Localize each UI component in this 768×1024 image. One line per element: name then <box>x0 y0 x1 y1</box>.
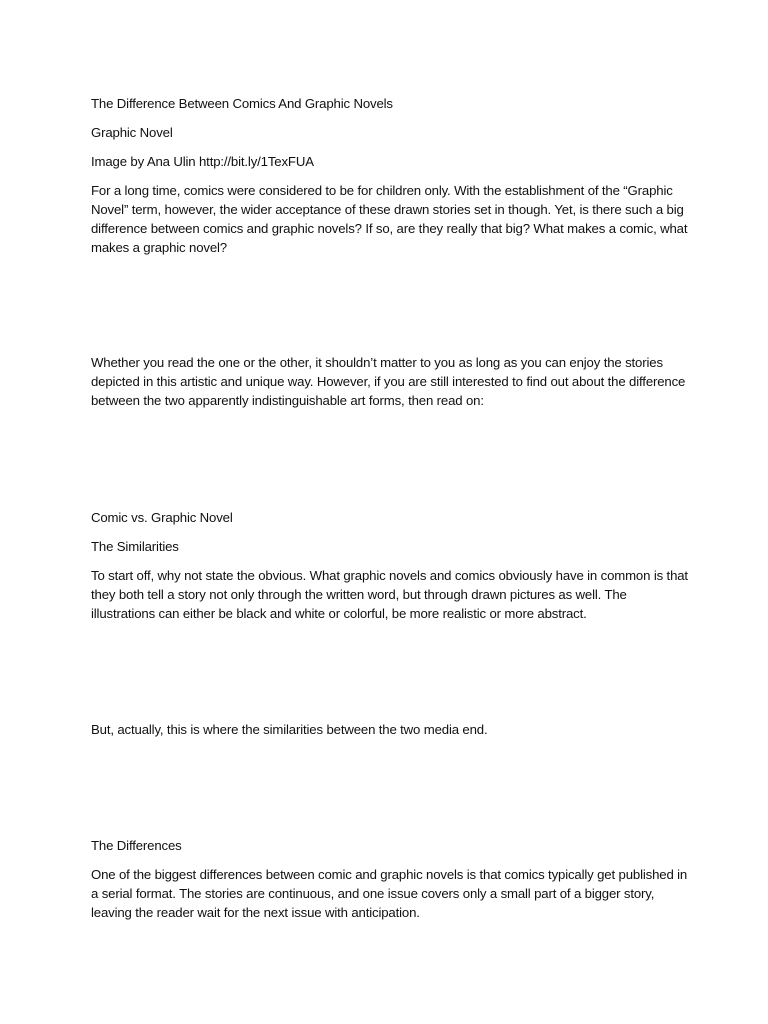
similarities-heading: The Similarities <box>91 539 179 554</box>
differences-heading: The Differences <box>91 838 182 853</box>
second-paragraph: Whether you read the one or the other, it shouldn’t matter to you as long as you can enjoy the stories depicted in this artistic and unique way. However, if you are still interested to find out about the difference between the two apparently indistinguishable art forms, then read on: <box>91 355 686 408</box>
similarities-paragraph: To start off, why not state the obvious. What graphic novels and comics obviously have in common is that they both tell a story not only through the written word, but through drawn pictures as well. The illustrations can either be black and white or colorful, be more realistic or more abstract. <box>91 568 688 621</box>
differences-paragraph: One of the biggest differences between comic and graphic novels is that comics typically get published in a serial format. The stories are continuous, and one issue covers only a small part of a bigger story, leaving the reader wait for the next issue with anticipation. <box>91 867 688 920</box>
document-title: The Difference Between Comics And Graphic Novels <box>91 96 393 111</box>
intro-paragraph: For a long time, comics were considered to be for children only. With the establishment of the “Graphic Novel” term, however, the wider acceptance of these drawn stories set in though. Yet, is there such a big difference between comics and graphic novels? If so, are they really that big? What makes a comic, what makes a graphic novel? <box>91 183 688 255</box>
document-subtitle: Graphic Novel <box>91 125 173 140</box>
image-credit: Image by Ana Ulin http://bit.ly/1TexFUA <box>91 154 314 169</box>
section-heading: Comic vs. Graphic Novel <box>91 510 233 525</box>
transition-paragraph: But, actually, this is where the similarities between the two media end. <box>91 722 488 737</box>
